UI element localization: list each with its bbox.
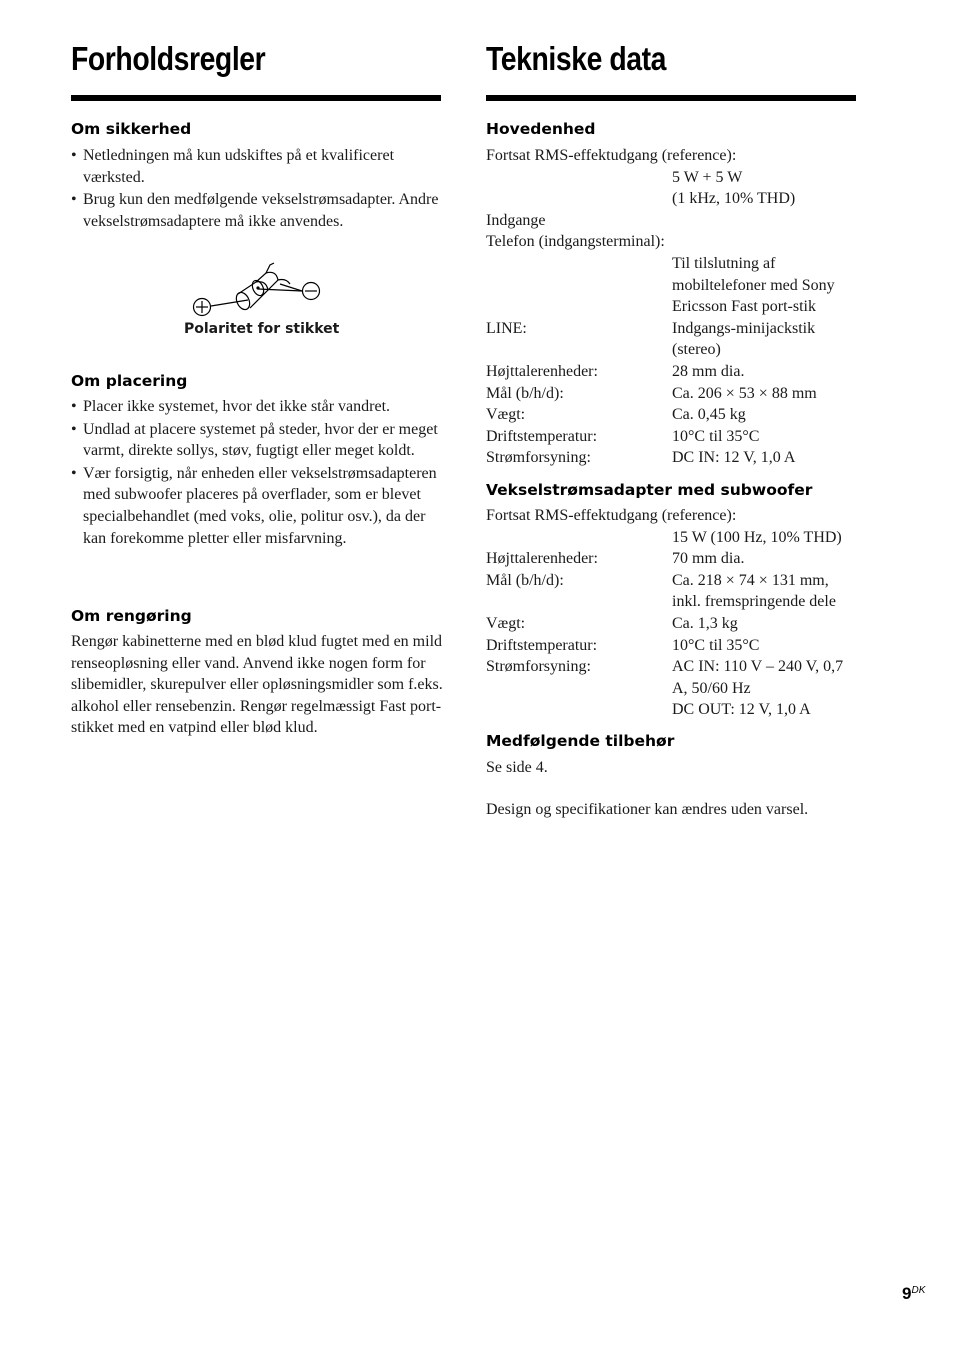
section-title-specifications: Tekniske data [486,40,667,77]
heading-cleaning: Om rengøring [71,607,192,625]
accessories-text: Se side 4. [486,759,548,776]
spec-value: Ca. 0,45 kg [672,406,746,424]
heading-adapter: Vekselstrømsadapter med subwoofer [486,481,813,499]
title-rule [71,95,441,101]
spec-value: 10°C til 35°C [672,427,760,445]
spec-label: Vægt: [486,614,526,632]
spec-label: Telefon (indgangsterminal): [486,233,665,251]
spec-value: 28 mm dia. [672,362,745,380]
spec-value: Ca. 1,3 kg [672,614,738,632]
plug-polarity-diagram [190,258,330,320]
figure-caption: Polaritet for stikket [184,321,340,337]
cleaning-text: Rengør kabinetterne med en blød klud fugtet med en mild renseopløsning eller vand. Anvend ikke nogen form for slibemidler, skurepulver eller opløsningsmidler som f.eks. alkohol eller rensebenzin. Rengør regelmæssigt Fast port-stikket med en vatpind eller blød klud. [71,633,443,737]
heading-placement: Om placering [71,372,188,390]
main-unit-specs [486,145,856,469]
spec-label: Driftstemperatur: [486,636,598,654]
spec-label: Driftstemperatur: [486,427,598,445]
heading-accessories: Medfølgende tilbehør [486,732,675,750]
page-number-value: 9 [902,1284,912,1303]
spec-label: Indgange [486,211,546,229]
adapter-specs [486,505,856,721]
spec-value: DC OUT: 12 V, 1,0 A [672,701,811,719]
spec-value: Til tilslutning af mobiltelefoner med Sony Ericsson Fast port-stik [672,254,835,316]
list-item: • Placer ikke systemet, hvor det ikke står vandret. [71,396,441,418]
spec-value: Indgangs-minijackstik (stereo) [672,319,816,359]
heading-main-unit: Hovedenhed [486,120,596,138]
disclaimer-text: Design og specifikationer kan ændres uden varsel. [486,801,809,818]
spec-value: Ca. 218 × 74 × 131 mm, inkl. fremspringende dele [672,571,836,611]
spec-value: DC IN: 12 V, 1,0 A [672,449,796,467]
page-number-suffix: DK [911,1285,926,1296]
spec-value: AC IN: 110 V – 240 V, 0,7 A, 50/60 Hz [672,658,844,697]
spec-label: Fortsat RMS-effektudgang (reference): [486,507,737,524]
spec-value: Ca. 206 × 53 × 88 mm [672,384,817,402]
list-item: • Netledningen må kun udskiftes på et kvalificeret værksted. [71,145,441,188]
spec-label: Højttalerenheder: [486,362,598,380]
list-item: • Undlad at placere systemet på steder, hvor der er meget varmt, direkte sollys, støv, fugtigt eller meget koldt. [71,419,441,462]
list-item: • Brug kun den medfølgende vekselstrømsadapter. Andre vekselstrømsadaptere må ikke anvendes. [71,189,441,232]
spec-label: LINE: [486,319,527,337]
spec-label: Fortsat RMS-effektudgang (reference): [486,147,737,164]
page-number [902,1284,925,1304]
spec-label: Mål (b/h/d): [486,384,564,402]
spec-label: Strømforsyning: [486,658,591,676]
spec-label: Mål (b/h/d): [486,571,564,589]
spec-label: Højttalerenheder: [486,550,598,568]
spec-label: Strømforsyning: [486,449,591,467]
placement-list [71,396,441,550]
spec-value: (1 kHz, 10% THD) [672,190,796,208]
section-title-precautions: Forholdsregler [71,40,266,77]
list-item: • Vær forsigtig, når enheden eller vekselstrømsadapteren med subwoofer placeres på overflader, som er blevet specialbehandlet (med voks, olie, politur osv.), da der kan forekomme pletter eller misfarvning. [71,463,441,549]
spec-value: 15 W (100 Hz, 10% THD) [672,528,842,546]
title-rule [486,95,856,101]
spec-label: Vægt: [486,406,526,424]
spec-value: 70 mm dia. [672,550,745,568]
heading-safety: Om sikkerhed [71,120,192,138]
spec-value: 10°C til 35°C [672,636,760,654]
safety-list [71,145,441,233]
spec-value: 5 W + 5 W [672,168,743,186]
